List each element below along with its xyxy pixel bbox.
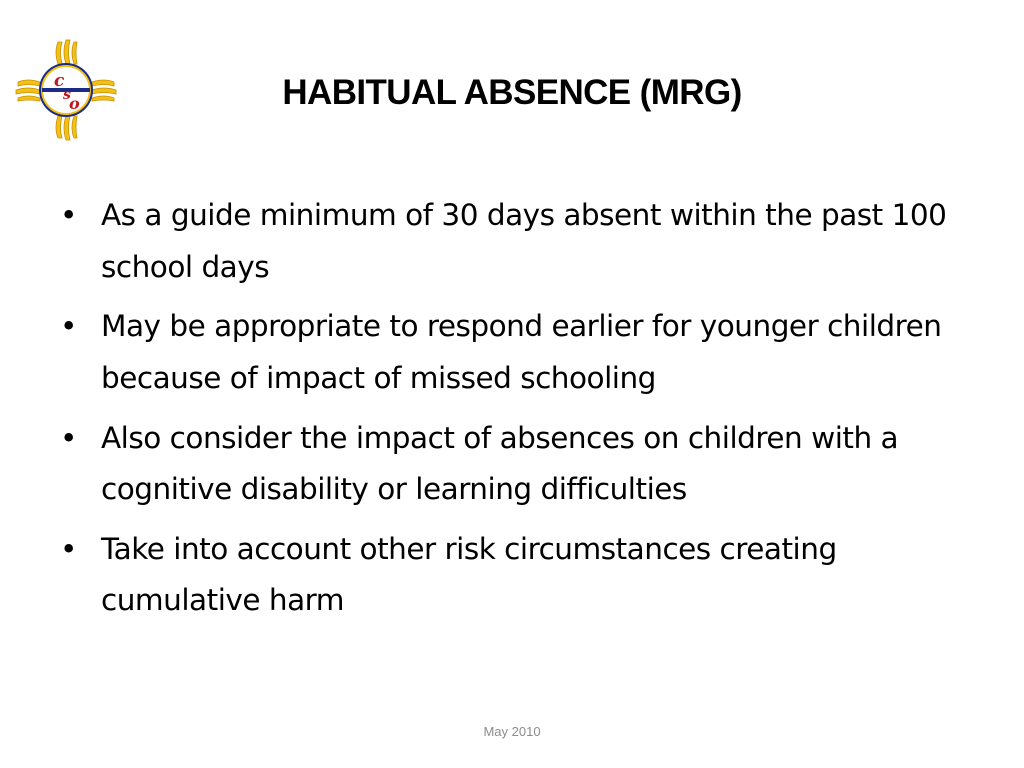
svg-text:s: s bbox=[63, 87, 71, 103]
bullet-item bbox=[60, 190, 965, 293]
svg-text:o: o bbox=[69, 94, 80, 113]
bullet-list bbox=[60, 190, 965, 635]
bullet-icon: • bbox=[60, 531, 77, 566]
bullet-item bbox=[60, 524, 965, 627]
svg-text:c: c bbox=[54, 71, 65, 91]
bullet-icon: • bbox=[60, 420, 77, 455]
bullet-item bbox=[60, 301, 965, 404]
footer-date: May 2010 bbox=[483, 724, 541, 739]
bullet-icon: • bbox=[60, 309, 77, 344]
bullet-text: Take into account other risk circumstances creating cumulative harm bbox=[101, 531, 837, 618]
bullet-text: As a guide minimum of 30 days absent within the past 100 school days bbox=[101, 198, 947, 284]
slide-title: HABITUAL ABSENCE (MRG) bbox=[282, 73, 742, 112]
bullet-text: Also consider the impact of absences on children with a cognitive disability or learning difficulties bbox=[101, 420, 899, 507]
bullet-icon: • bbox=[60, 198, 77, 232]
bullet-item bbox=[60, 413, 965, 516]
bullet-text: May be appropriate to respond earlier for younger children because of impact of missed schooling bbox=[101, 309, 942, 395]
